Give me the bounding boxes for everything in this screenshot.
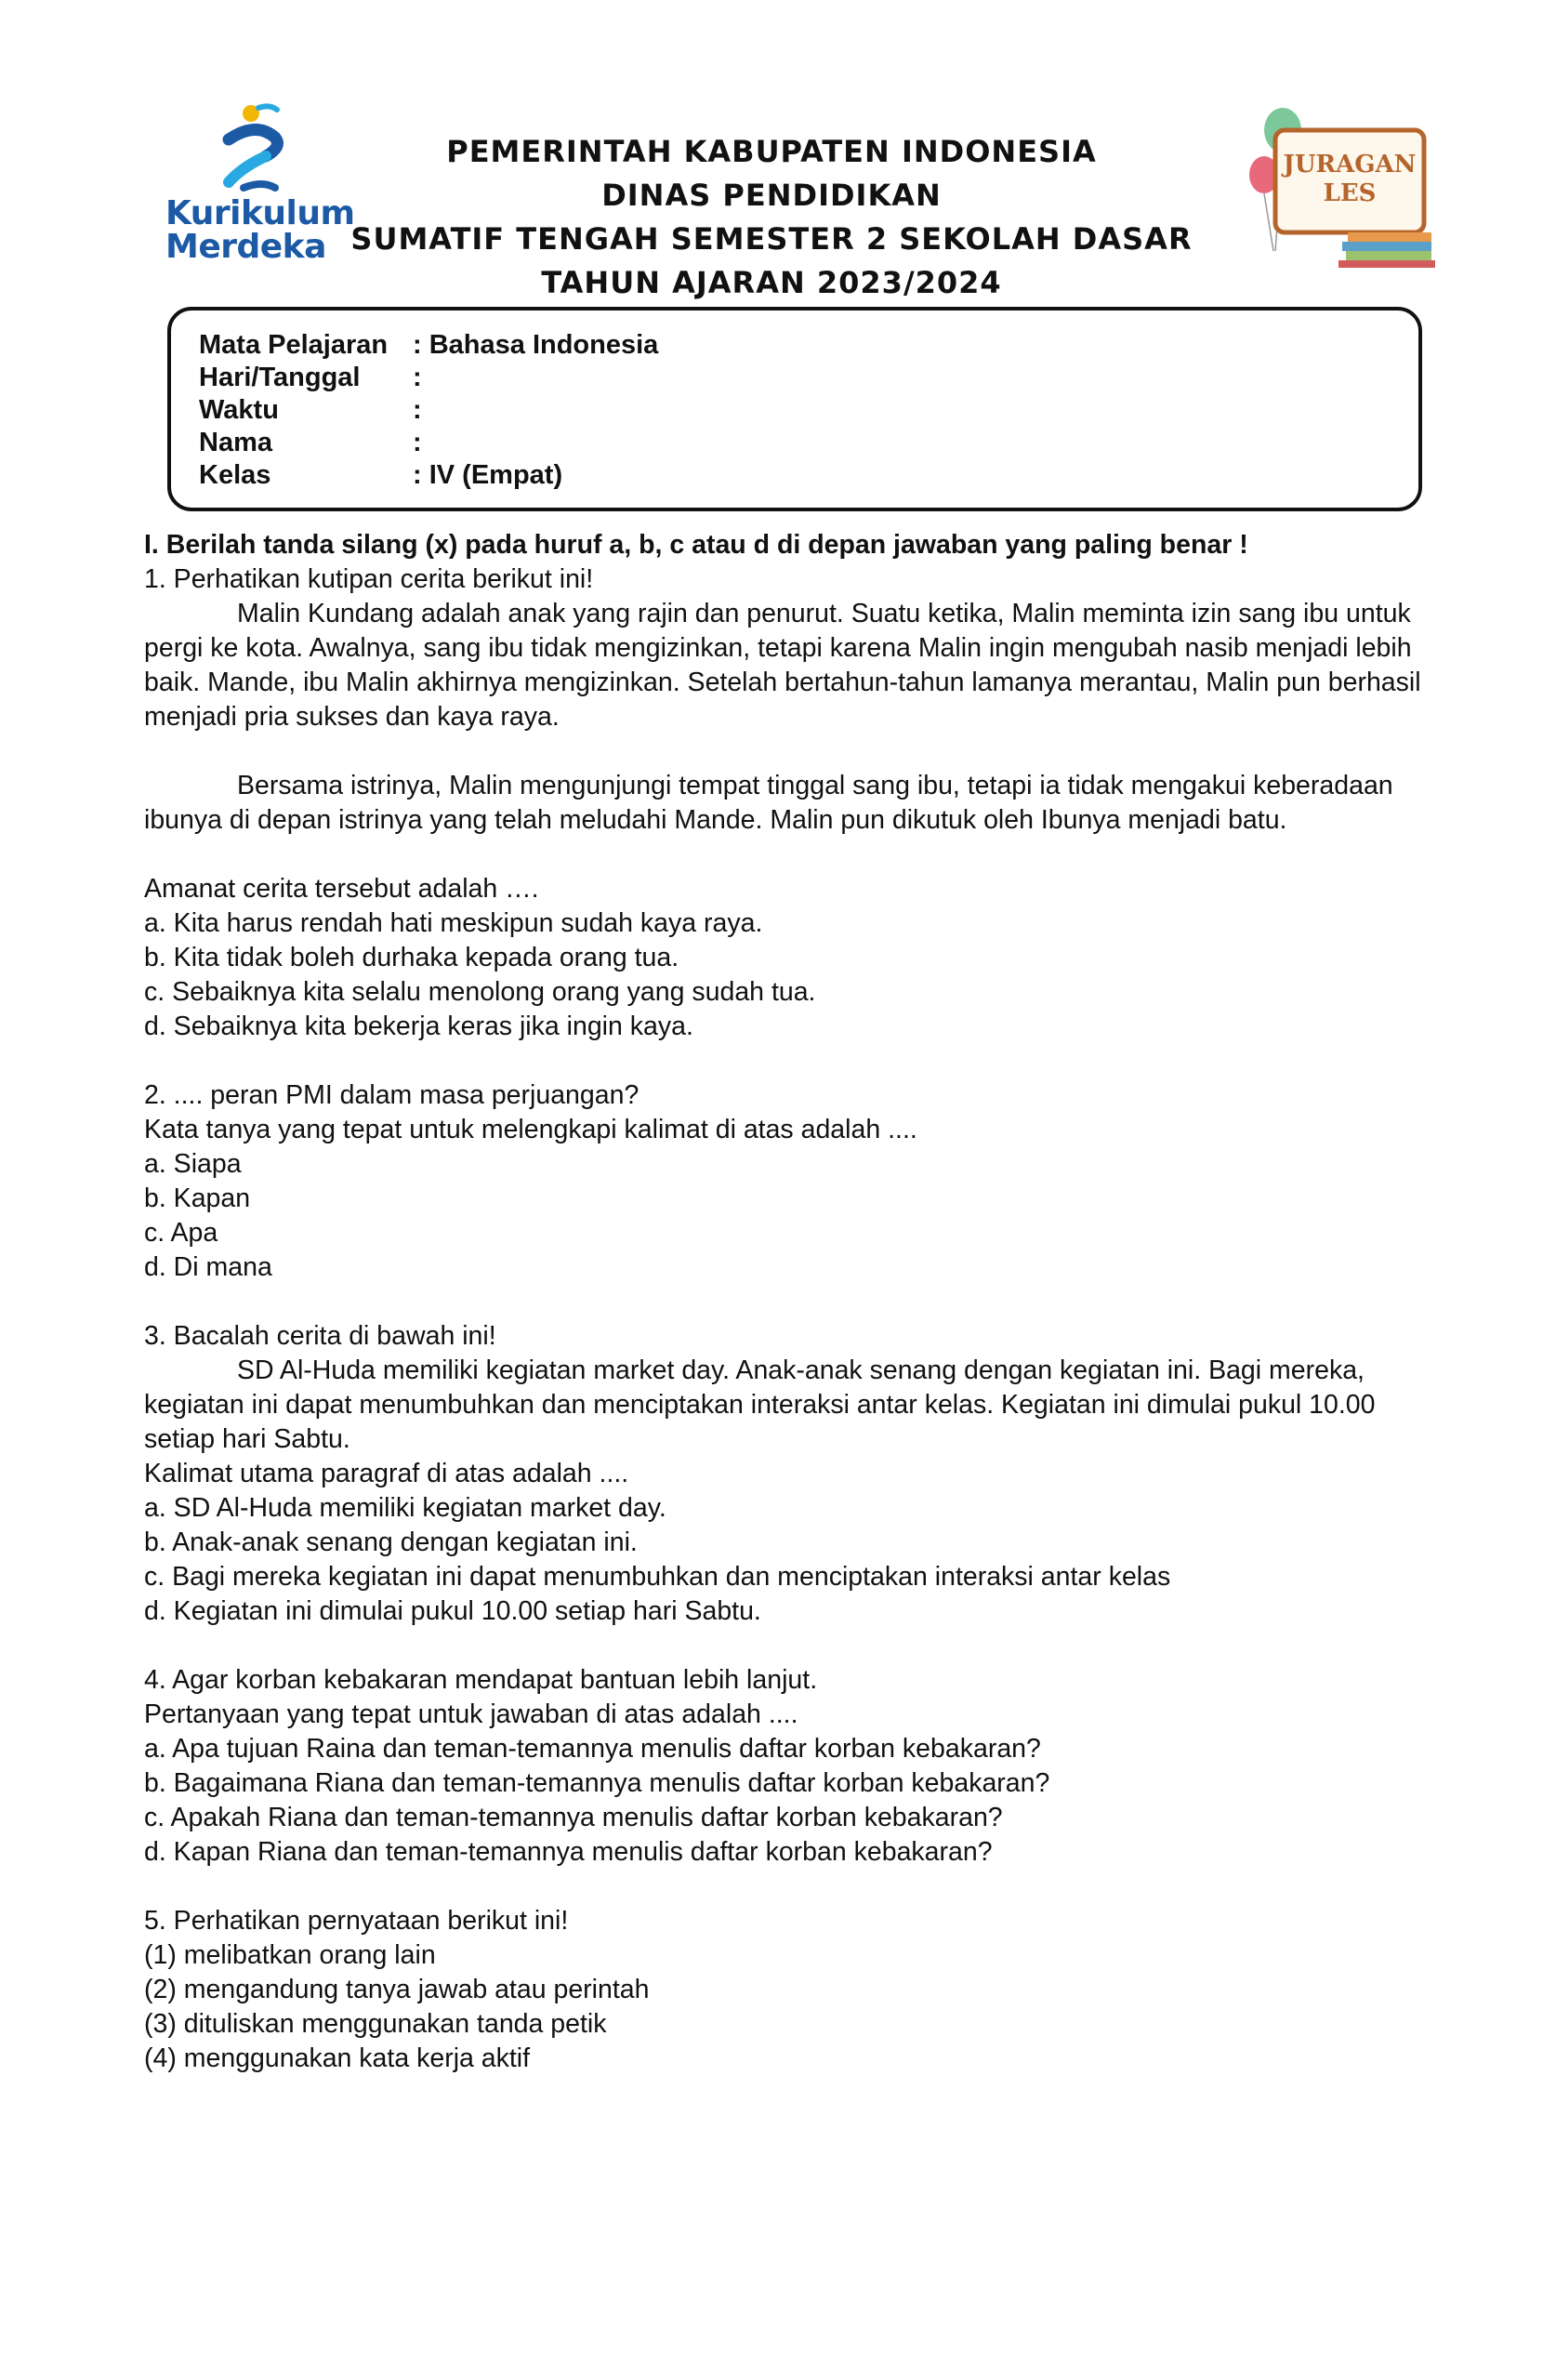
info-label: Kelas — [199, 460, 271, 490]
q1-passage-1: Malin Kundang adalah anak yang rajin dan penurut. Suatu ketika, Malin meminta izin sang ibu untuk pergi ke kota. Awalnya, sang ibu tidak mengizinkan, tetapi karena Malin ingin mengubah nasib menjadi lebih baik. Mande, ibu Malin akhirnya mengizinkan. Setelah bertahun-tahun lamanya merantau, Malin pun berhasil menjadi pria sukses dan kaya raya. — [144, 599, 1421, 732]
title-line-2: DINAS PENDIDIKAN — [601, 178, 942, 213]
q5-item-1: (1) melibatkan orang lain — [144, 1940, 436, 1970]
q2-option-d[interactable]: d. Di mana — [144, 1252, 272, 1282]
title-line-3: SUMATIF TENGAH SEMESTER 2 SEKOLAH DASAR — [350, 221, 1193, 257]
q4-intro: 4. Agar korban kebakaran mendapat bantuan lebih lanjut. — [144, 1665, 818, 1695]
q1-option-a[interactable]: a. Kita harus rendah hati meskipun sudah kaya raya. — [144, 908, 763, 938]
q2-option-c[interactable]: c. Apa — [144, 1218, 218, 1248]
juragan-logo-line2: LES — [1323, 179, 1377, 207]
q5-intro: 5. Perhatikan pernyataan berikut ini! — [144, 1906, 569, 1936]
title-line-4: TAHUN AJARAN 2023/2024 — [541, 265, 1002, 300]
q1-option-c[interactable]: c. Sebaiknya kita selalu menolong orang yang sudah tua. — [144, 977, 816, 1007]
q2-question: Kata tanya yang tepat untuk melengkapi kalimat di atas adalah .... — [144, 1115, 917, 1144]
q5-item-2: (2) mengandung tanya jawab atau perintah — [144, 1975, 650, 2004]
q2-intro: 2. .... peran PMI dalam masa perjuangan? — [144, 1080, 640, 1110]
q3-option-b[interactable]: b. Anak-anak senang dengan kegiatan ini. — [144, 1527, 638, 1557]
q4-question: Pertanyaan yang tepat untuk jawaban di atas adalah .... — [144, 1699, 798, 1729]
q4-option-a[interactable]: a. Apa tujuan Raina dan teman-temannya menulis daftar korban kebakaran? — [144, 1734, 1041, 1764]
info-value: : — [413, 363, 422, 392]
q4-option-c[interactable]: c. Apakah Riana dan teman-temannya menulis daftar korban kebakaran? — [144, 1803, 1003, 1832]
exam-content — [144, 528, 1427, 2076]
title-line-1: PEMERINTAH KABUPATEN INDONESIA — [446, 134, 1097, 169]
q3-intro: 3. Bacalah cerita di bawah ini! — [144, 1321, 496, 1351]
juragan-logo-line1: JURAGAN — [1283, 151, 1417, 178]
q1-option-b[interactable]: b. Kita tidak boleh durhaka kepada orang tua. — [144, 943, 679, 972]
q5-item-3: (3) dituliskan menggunakan tanda petik — [144, 2009, 607, 2039]
info-label: Mata Pelajaran — [199, 330, 389, 360]
q2-option-a[interactable]: a. Siapa — [144, 1149, 242, 1179]
info-value: : Bahasa Indonesia — [413, 330, 659, 360]
q4-option-d[interactable]: d. Kapan Riana dan teman-temannya menulis daftar korban kebakaran? — [144, 1837, 993, 1867]
student-info-box — [167, 307, 1422, 511]
info-label: Nama — [199, 428, 272, 457]
q1-option-d[interactable]: d. Sebaiknya kita bekerja keras jika ingin kaya. — [144, 1012, 693, 1041]
info-label: Waktu — [199, 395, 279, 425]
document-header — [0, 102, 1556, 307]
q3-question: Kalimat utama paragraf di atas adalah .... — [144, 1459, 629, 1488]
info-value: : — [413, 395, 422, 425]
q2-option-b[interactable]: b. Kapan — [144, 1183, 251, 1213]
q3-option-a[interactable]: a. SD Al-Huda memiliki kegiatan market day. — [144, 1493, 666, 1523]
q1-question: Amanat cerita tersebut adalah …. — [144, 874, 539, 904]
juragan-les-logo — [1236, 102, 1441, 270]
kurikulum-logo-icon — [210, 102, 294, 195]
q1-intro: 1. Perhatikan kutipan cerita berikut ini! — [144, 564, 594, 594]
logo-word-merdeka: Merdeka — [165, 228, 326, 266]
q3-option-c[interactable]: c. Bagi mereka kegiatan ini dapat menumbuhkan dan menciptakan interaksi antar kelas — [144, 1562, 1171, 1592]
q1-passage-2: Bersama istrinya, Malin mengunjungi tempat tinggal sang ibu, tetapi ia tidak mengakui keberadaan ibunya di depan istrinya yang telah meludahi Mande. Malin pun dikutuk oleh Ibunya menjadi batu. — [144, 771, 1393, 835]
info-value: : IV (Empat) — [413, 460, 563, 490]
q3-passage: SD Al-Huda memiliki kegiatan market day. Anak-anak senang dengan kegiatan ini. Bagi mereka, kegiatan ini dapat menumbuhkan dan menciptakan interaksi antar kelas. Kegiatan ini dimulai pukul 10.00 setiap hari Sabtu. — [144, 1355, 1376, 1454]
logo-word-kurikulum: Kurikulum — [165, 194, 355, 232]
q5-item-4: (4) menggunakan kata kerja aktif — [144, 2043, 531, 2073]
section-instruction: I. Berilah tanda silang (x) pada huruf a, b, c atau d di depan jawaban yang paling benar ! — [144, 530, 1248, 560]
info-value: : — [413, 428, 422, 457]
q4-option-b[interactable]: b. Bagaimana Riana dan teman-temannya menulis daftar korban kebakaran? — [144, 1768, 1050, 1798]
document-title-block — [307, 130, 1236, 305]
info-label: Hari/Tanggal — [199, 363, 361, 392]
q3-option-d[interactable]: d. Kegiatan ini dimulai pukul 10.00 setiap hari Sabtu. — [144, 1596, 761, 1626]
